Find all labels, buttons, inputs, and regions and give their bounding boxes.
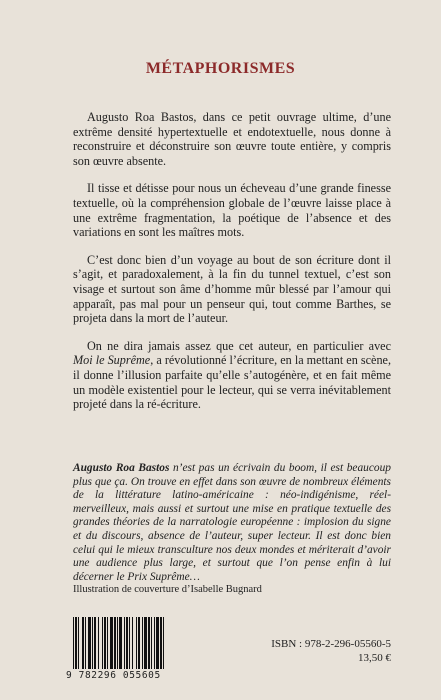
barcode-bar bbox=[73, 617, 74, 669]
isbn-block bbox=[271, 637, 391, 665]
barcode-digits: 9 782296 055605 bbox=[66, 670, 161, 681]
author-blurb bbox=[73, 462, 391, 584]
blurb-author: Augusto Roa Bastos bbox=[73, 462, 170, 474]
barcode-bar bbox=[107, 617, 108, 669]
barcode-bar bbox=[136, 617, 137, 669]
barcode-bar bbox=[154, 617, 155, 669]
barcode-bar bbox=[114, 617, 116, 669]
barcode-bar bbox=[104, 617, 106, 669]
barcode-bar bbox=[144, 617, 147, 669]
barcode-bar bbox=[132, 617, 133, 669]
barcode-bar bbox=[119, 617, 122, 669]
barcode-bar bbox=[138, 617, 140, 669]
price: 13,50 € bbox=[358, 652, 391, 664]
paragraph-3: C’est donc bien d’un voyage au bout de son écriture dont il s’agit, et paradoxalement, à la fin du tunnel textuel, c’est son visage et surtout son âme d’homme mûr blessé par l’amour qui apparaît, pas mal pour un penseur qui, tout comme Barthes, se projeta dans la mort de l’auteur. bbox=[73, 252, 391, 326]
barcode-bar bbox=[88, 617, 91, 669]
blurb-text: n’est pas un écrivain du boom, il est beaucoup plus que ça. On trouve en effet dans son œuvre de nombreux éléments de la littérature latino-américaine : néo-indigénisme, réel-merveilleux, mais aussi et surtout une mise en pratique textuelle des grandes théories de la narratologie européenne : implosion du signe et du discours, absence de l’auteur, super lecteur. Il est donc bien celui qui le mieux transculture nos deux mondes et mériterait d’avoir une audience plus large, et surtout que l’on pense enfin à lui décerner le Prix Suprême… bbox=[73, 462, 391, 583]
book-title: MÉTAPHORISMES bbox=[145, 60, 296, 77]
barcode-bar bbox=[92, 617, 93, 669]
barcode-bar bbox=[148, 617, 150, 669]
barcode-bar bbox=[156, 617, 159, 669]
barcode-bar bbox=[75, 617, 77, 669]
barcode-bar bbox=[160, 617, 162, 669]
paragraph-4-part-a: On ne dira jamais assez que cet auteur, en particulier avec bbox=[87, 338, 391, 353]
barcode-bar bbox=[126, 617, 128, 669]
barcode-bar bbox=[102, 617, 103, 669]
barcode-bar bbox=[142, 617, 143, 669]
barcode-bar bbox=[110, 617, 113, 669]
paragraph-1: Augusto Roa Bastos, dans ce petit ouvrage ultime, d’une extrême densité hypertextuelle et endotextuelle, nous donne à reconstruire et déconstruire son œuvre toute entière, y compris son œuvre absente. bbox=[73, 110, 391, 168]
barcode-bar bbox=[117, 617, 118, 669]
isbn-number: ISBN : 978-2-296-05560-5 bbox=[271, 638, 391, 650]
barcode-bar bbox=[124, 617, 125, 669]
barcode-bar bbox=[163, 617, 164, 669]
barcode-bar bbox=[129, 617, 130, 669]
barcode-bar bbox=[151, 617, 152, 669]
illustration-credit: Illustration de couverture d’Isabelle Bugnard bbox=[73, 584, 262, 595]
barcode bbox=[73, 617, 191, 669]
paragraph-4-part-b: , a révolutionné l’écriture, en la mettant en scène, il donne l’illusion parfaite qu’elle s’autogénère, et en fait même un modèle existentiel pour le lecteur, qui se verra inévitablement projeté dans la ré-écriture. bbox=[73, 353, 391, 412]
paragraph-4 bbox=[73, 339, 391, 412]
barcode-bar bbox=[78, 617, 79, 669]
barcode-bar bbox=[98, 617, 99, 669]
paragraph-2: Il tisse et détisse pour nous un écheveau d’une grande finesse textuelle, où la compréhension globale de l’œuvre laisse place à une extrême fragmentation, la poétique de l’absence et des variations en sont les maîtres mots. bbox=[73, 181, 391, 240]
barcode-bar bbox=[94, 617, 96, 669]
book-reference: Moi le Suprême bbox=[73, 353, 151, 368]
back-cover-text bbox=[73, 110, 391, 425]
barcode-bar bbox=[82, 617, 84, 669]
barcode-bar bbox=[85, 617, 86, 669]
